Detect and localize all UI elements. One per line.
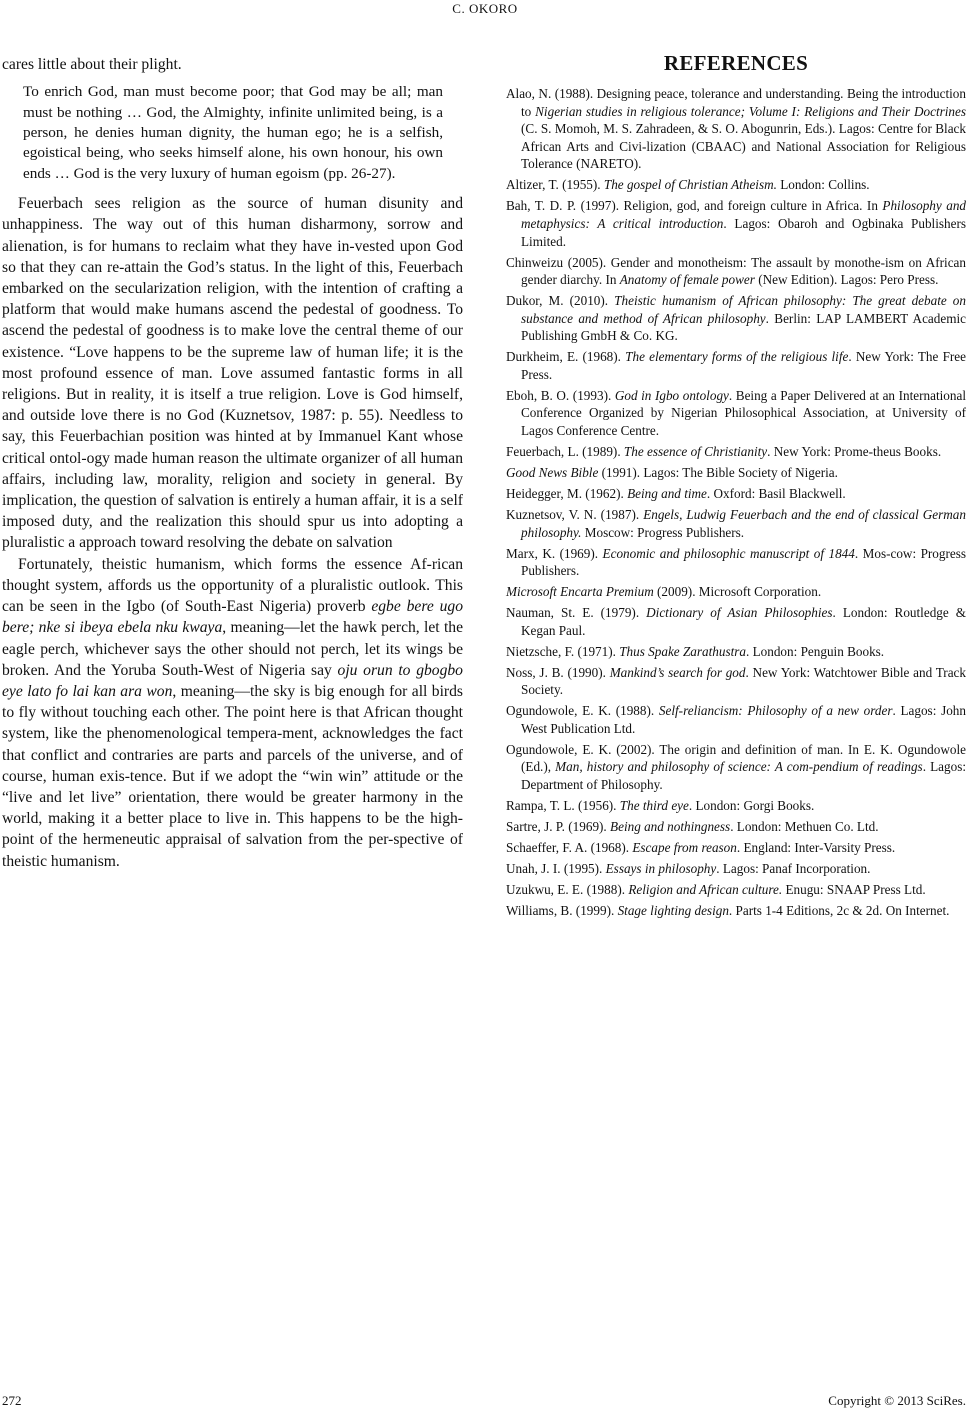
reference-text: . London: Gorgi Books. — [688, 798, 815, 813]
reference-title: Self-reliancism: Philosophy of a new order — [658, 703, 893, 719]
reference-title: The elementary forms of the religious life — [625, 349, 849, 365]
paragraph-text: , meaning—let the hawk perch, let the eagle perch, whichever says the other should not perch, let its wings be broken. And the Yoruba South-West of Nigeria say — [2, 619, 463, 679]
reference-text: Eboh, B. O. (1993). — [506, 387, 615, 403]
reference-text: (C. S. Momoh, M. S. Zahradeen, & S. O. Abogunrin, Eds.). Lagos: Centre for Black African Arts and Civi-lization (CBAAC) and National Association for Religious Tolerance (NARETO). — [521, 121, 966, 172]
reference-text: . Lagos: Department of Philosophy. — [521, 759, 966, 793]
reference-entry — [506, 348, 966, 383]
reference-entry — [506, 860, 966, 878]
page-number: 272 — [2, 1393, 22, 1408]
references-column — [506, 50, 966, 923]
reference-text: . London: Penguin Books. — [745, 643, 885, 659]
reference-entry — [506, 839, 966, 857]
reference-text: Nietzsche, F. (1971). — [506, 643, 620, 659]
reference-entry — [506, 881, 966, 899]
reference-text: Rampa, T. L. (1956). — [506, 798, 620, 813]
reference-entry — [506, 176, 966, 194]
paragraph-feuerbach: Feuerbach sees religion as the source of human disunity and unhappiness. The way out of this human disharmony, sorrow and alienation, is for humans to reclaim what they have in-vested upon God so that they can re-attain the God’s status. In the light of this, Feuerbach embarked on the secularization religion, with the intention of crafting a platform that would make humans ascend the pedestal of goodness. To ascend the pedestal of goodness is to make love the central theme of our existence. “Love happens to be the supreme law of human life; it is the most profound essence of man. Love assumed fantastic forms in all religions. But in reality, it is itself a true religion. Love is God himself, and outside love there is no God (Kuznetsov, 1987: p. 55). Needless to say, this Feuerbachian position was hinted at by Immanuel Kant whose critical ontol-ogy made human reason the ultimate organizer of all human affairs, including law, morality, religion and society in general. By implication, the question of salvation is entirely a human affair, it is a self imposed duty, and the realization this should spur us into adopting a pluralistic a approach toward resolving the debate on salvation — [2, 195, 463, 552]
references-heading: REFERENCES — [663, 51, 809, 75]
reference-text: . Berlin: LAP LAMBERT Academic Publishing GmbH & Co. KG. — [521, 310, 966, 344]
reference-list — [506, 85, 966, 920]
running-head: C. OKORO — [452, 1, 518, 16]
reference-title: Nigerian studies in religious tolerance; Volume I: Religions and Their Doctrines — [535, 103, 966, 119]
reference-text: Sartre, J. P. (1969). — [506, 818, 611, 834]
reference-entry — [506, 604, 966, 639]
reference-text: . London: Routledge & Kegan Paul. — [521, 605, 967, 638]
reference-entry — [506, 545, 966, 580]
opening-line: cares little about their plight. — [2, 56, 182, 73]
reference-entry — [506, 818, 966, 836]
reference-title: Dictionary of Asian Philosophies — [646, 605, 833, 621]
reference-entry — [506, 797, 966, 815]
reference-title: Good News Bible — [506, 465, 599, 480]
reference-text: Heidegger, M. (1962). — [506, 485, 628, 501]
paragraph-text: , meaning—the sky is big enough for all birds to fly without touching each other. The point here is that African thought system, like the phenomenological tempera-ment, acknowledges the fact that conflict and contraries are parts and parcels of the universe, and of course, human exis-tence. But if we adopt the “win win” attitude or the “live and let live” orientation, there would be greater harmony in the world, making it a better place to live in. This happens to be the high-point of the hermeneutic appraisal of salvation from the per-spective of theistic humanism. — [2, 682, 463, 870]
reference-text: . New York: The Free Press. — [521, 349, 967, 382]
reference-text: Nauman, St. E. (1979). — [506, 605, 647, 621]
reference-text: . Oxford: Basil Blackwell. — [706, 485, 846, 501]
reference-text: Alao, N. (1988). Designing peace, tolerance and understanding. Being the introduction to — [506, 86, 966, 119]
reference-text: Marx, K. (1969). — [506, 545, 603, 561]
reference-text: Noss, J. B. (1990). — [506, 664, 610, 680]
reference-text: Williams, B. (1999). — [506, 902, 618, 918]
reference-text: Dukor, M. (2010). — [506, 293, 615, 309]
paragraph-text: Fortunately, theistic humanism, which forms the essence Af-rican thought system, affords us the opportunity of a pluralistic outlook. This can be seen in the Igbo (of South-East Nigeria) proverb — [2, 555, 463, 616]
reference-title: Engels, Ludwig Feuerbach and the end of classical German philosophy. — [521, 506, 966, 540]
reference-title: Man, history and philosophy of science: A com-pendium of readings — [555, 759, 923, 775]
reference-text: . Parts 1-4 Editions, 2c & 2d. On Internet. — [728, 902, 950, 918]
reference-title: Essays in philosophy — [605, 860, 717, 876]
reference-text: . Lagos: Panaf Incorporation. — [716, 860, 871, 876]
reference-text: Feuerbach, L. (1989). — [506, 444, 624, 460]
reference-title: God in Igbo ontology — [614, 387, 729, 403]
reference-title: Economic and philosophic manuscript of 1844 — [602, 545, 855, 561]
reference-text: (2009). Microsoft Corporation. — [653, 584, 822, 600]
reference-text: (New Edition). Lagos: Pero Press. — [754, 272, 939, 288]
reference-text: Altizer, T. (1955). — [506, 177, 604, 193]
reference-entry — [506, 443, 966, 461]
reference-entry — [506, 583, 966, 601]
yoruba-proverb: oju orun to gbogbo eye lato fo lai kan ara won — [2, 661, 463, 700]
paragraph-theistic-humanism — [2, 554, 463, 872]
reference-entry — [506, 643, 966, 661]
reference-title: Stage lighting design — [617, 902, 729, 918]
reference-title: Microsoft Encarta Premium — [506, 584, 654, 600]
reference-title: Thus Spake Zarathustra — [619, 643, 746, 659]
reference-title: Religion and African culture. — [628, 881, 783, 897]
reference-text: . New York: Watchtower Bible and Track Society. — [521, 664, 966, 698]
reference-text: Uzukwu, E. E. (1988). — [506, 881, 629, 897]
body-column-left — [2, 54, 463, 872]
reference-entry — [506, 902, 966, 920]
reference-text: Ogundowole, E. K. (1988). — [506, 703, 659, 719]
reference-text: Moscow: Progress Publishers. — [581, 524, 745, 540]
reference-entry — [506, 292, 966, 345]
reference-entry — [506, 464, 966, 482]
reference-text: Enugu: SNAAP Press Ltd. — [782, 881, 926, 897]
reference-text: (1991). Lagos: The Bible Society of Nigeria. — [598, 465, 838, 480]
reference-title: Being and time — [627, 485, 707, 501]
reference-entry — [506, 387, 966, 440]
reference-entry — [506, 664, 966, 699]
reference-title: Mankind’s search for god — [609, 664, 746, 680]
reference-text: . England: Inter-Varsity Press. — [736, 839, 896, 855]
reference-text: Bah, T. D. P. (1997). Religion, god, and foreign culture in Africa. In — [506, 198, 883, 214]
block-quote: To enrich God, man must become poor; that God may be all; man must be nothing … God, the Almighty, infinite unlimited being, is a person, he denies human dignity, the human ego; he is a selfish, egoistical being, who seeks himself alone, his own honour, his own ends … God is the very luxury of human egoism (pp. 26-27). — [23, 83, 443, 182]
reference-entry — [506, 197, 966, 250]
reference-text: . Being a Paper Delivered at an International Conference Organized by Nigerian Philosophical Association, at University of Lagos Conference Centre. — [521, 387, 966, 439]
reference-entry — [506, 254, 966, 289]
igbo-proverb: egbe bere ugo bere; nke si ibeya ebela nku kwaya — [2, 598, 463, 637]
reference-text: Schaeffer, F. A. (1968). — [506, 839, 633, 855]
reference-title: Theistic humanism of African philosophy: The great debate on substance and method of African philosophy — [521, 293, 966, 326]
reference-text: Ogundowole, E. K. (2002). The origin and definition of man. In E. K. Ogundowole (Ed.), — [506, 741, 966, 775]
reference-title: Philosophy and metaphysics: A critical introduction — [521, 198, 967, 231]
reference-text: Chinweizu (2005). Gender and monotheism: The assault by monothe-ism on African gender diarchy. In — [506, 254, 966, 288]
reference-text: . Lagos: John West Publication Ltd. — [521, 703, 966, 736]
reference-entry — [506, 485, 966, 503]
copyright-notice: Copyright © 2013 SciRes. — [828, 1393, 966, 1408]
reference-text: Durkheim, E. (1968). — [506, 349, 626, 365]
reference-text: . New York: Prome-theus Books. — [767, 444, 942, 460]
reference-text: . Lagos: Obaroh and Ogbinaka Publishers Limited. — [521, 215, 966, 249]
reference-title: Escape from reason — [632, 839, 737, 855]
reference-entry — [506, 506, 966, 541]
reference-text: London: Collins. — [776, 177, 870, 193]
reference-entry — [506, 85, 966, 173]
reference-title: The gospel of Christian Atheism. — [603, 177, 777, 193]
reference-text: . Mos-cow: Progress Publishers. — [521, 545, 966, 579]
reference-title: Being and nothingness — [610, 818, 731, 834]
reference-text: . London: Methuen Co. Ltd. — [730, 818, 879, 834]
reference-entry — [506, 702, 966, 737]
reference-title: Anatomy of female power — [619, 272, 755, 288]
reference-text: Unah, J. I. (1995). — [506, 860, 606, 876]
reference-text: Kuznetsov, V. N. (1987). — [506, 506, 644, 522]
reference-title: The essence of Christianity — [623, 444, 768, 460]
reference-title: The third eye — [619, 798, 689, 813]
reference-entry — [506, 741, 966, 794]
